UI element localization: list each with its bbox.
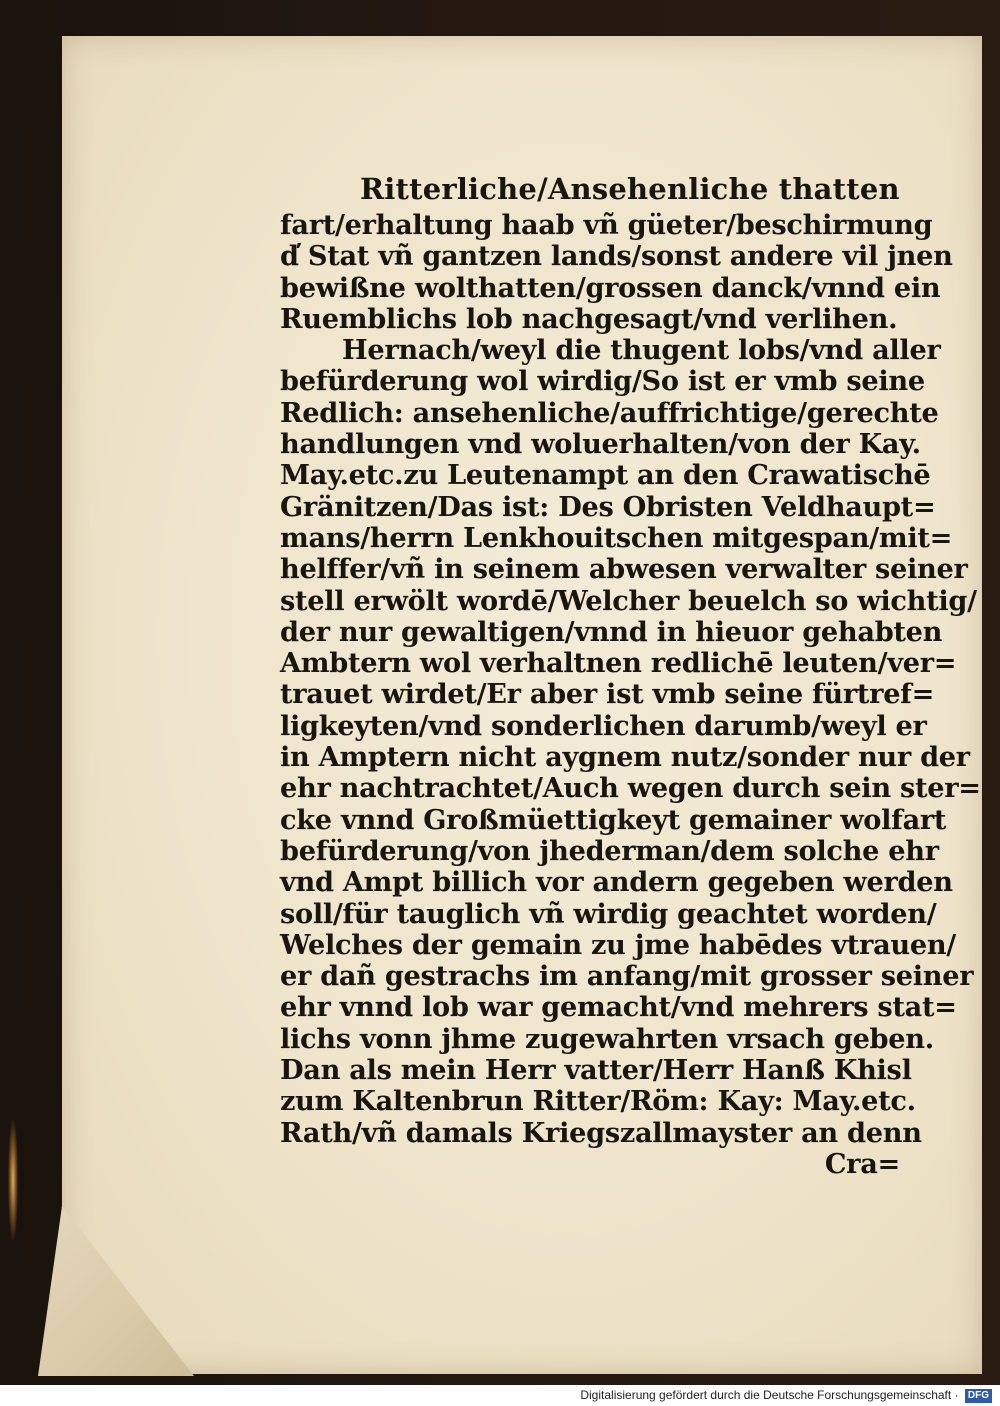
- page-text: [280, 168, 981, 1180]
- text-line: Ambtern wol verhaltnen redlichē leuten/ver=: [280, 647, 957, 680]
- text-lines: [280, 209, 981, 1149]
- text-line: d̕ Stat vñ gantzen lands/sonst andere vil jnen: [280, 240, 953, 273]
- text-line: May.etc.zu Leutenampt an den Crawatischē: [280, 459, 931, 492]
- text-line: fart/erhaltung haab vñ güeter/beschirmung: [280, 209, 933, 241]
- text-line: lichs vonn jhme zugewahrten vrsach geben.: [280, 1022, 934, 1055]
- text-line: bewißne wolthatten/grossen danck/vnnd ein: [280, 271, 941, 304]
- text-line: der nur gewaltigen/vnnd in hieuor gehabten: [280, 615, 943, 648]
- text-line: trauet wirdet/Er aber ist vmb seine fürtref=: [280, 678, 935, 711]
- text-line: cke vnnd Großmüettigkeyt gemainer wolfart: [280, 803, 947, 836]
- text-line: ligkeyten/vnd sonderlichen darumb/weyl er: [280, 709, 927, 742]
- text-line: Dan als mein Herr vatter/Herr Hanß Khisl: [280, 1054, 912, 1087]
- text-line: ehr nachtrachtet/Auch wegen durch sein ster=: [280, 772, 981, 805]
- text-line: stell erwölt wordē/Welcher beuelch so wichtig/: [280, 584, 977, 617]
- text-line: befürderung wol wirdig/So ist er vmb seine: [280, 365, 925, 398]
- text-line: zum Kaltenbrun Ritter/Röm: Kay: May.etc.: [280, 1085, 916, 1118]
- text-line: in Amptern nicht aygnem nutz/sonder nur der: [280, 741, 970, 774]
- text-line: Rath/vñ damals Kriegszallmayster an denn: [280, 1116, 922, 1149]
- footer-credit: [0, 1385, 1000, 1406]
- text-line: Redlich: ansehenliche/auffrichtige/gerechte: [280, 396, 939, 429]
- footer-credit-text: Digitalisierung gefördert durch die Deutsche Forschungsgemeinschaft ·: [580, 1388, 959, 1402]
- text-line: ehr vnnd lob war gemacht/vnd mehrers stat=: [280, 991, 957, 1024]
- text-line: soll/für tauglich vñ wirdig geachtet worden/: [280, 897, 937, 930]
- light-glare: [8, 1120, 18, 1240]
- catchword: Cra=: [824, 1147, 900, 1180]
- text-line: Ruemblichs lob nachgesagt/vnd verlihen.: [280, 302, 898, 335]
- text-line: helffer/vñ in seinem abwesen verwalter seiner: [280, 553, 968, 586]
- text-line: vnd Ampt billich vor andern gegeben werden: [280, 866, 953, 899]
- text-line: befürderung/von jhederman/dem solche ehr: [280, 834, 939, 867]
- text-line: handlungen vnd woluerhalten/von der Kay.: [280, 428, 921, 461]
- text-line: Gränitzen/Das ist: Des Obristen Veldhaupt=: [280, 490, 936, 523]
- text-line: Welches der gemain zu jme habēdes vtrauen/: [280, 928, 956, 961]
- text-line: Hernach/weyl die thugent lobs/vnd aller: [342, 334, 941, 367]
- dfg-logo: DFG: [965, 1389, 992, 1403]
- running-head: Ritterliche/Ansehenliche thatten: [360, 172, 900, 206]
- text-line: er dañ gestrachs im anfang/mit grosser seiner: [280, 960, 974, 993]
- text-line: mans/herrn Lenkhouitschen mitgespan/mit=: [280, 521, 953, 554]
